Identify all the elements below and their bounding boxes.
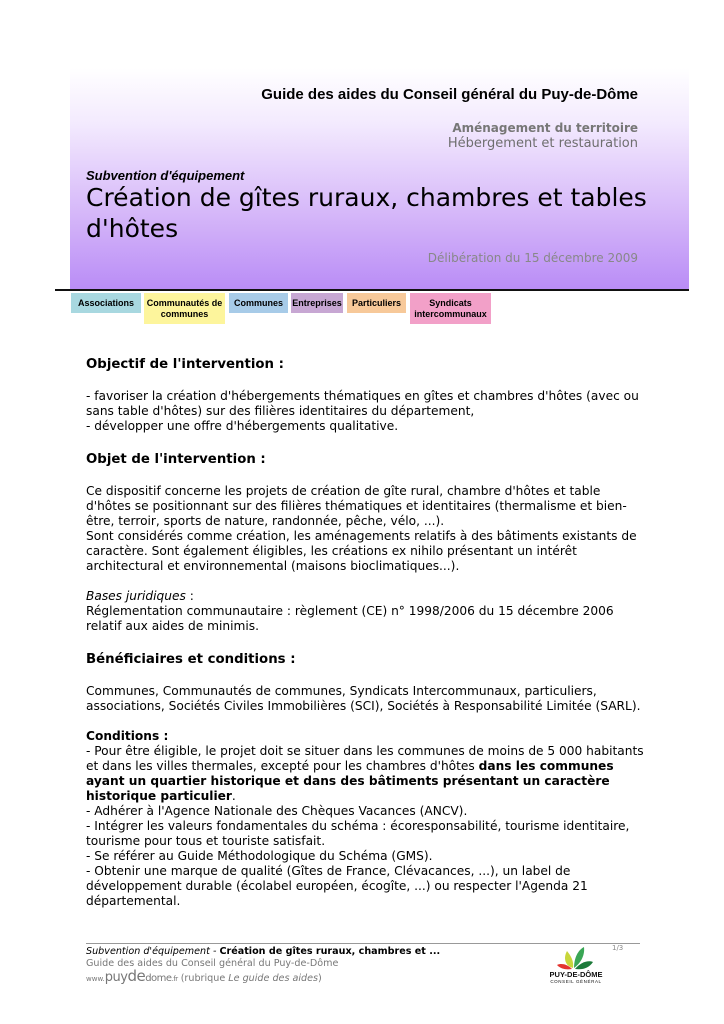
objet-paragraph-2: Sont considérés comme création, les aménagements relatifs à des bâtiments existants de caractère. Sont également éligibles, les créations ex nihilo présentant un intérêt architectural et environnemental (maisons bioclimatiques...). — [86, 529, 637, 573]
tag-communautes-de-communes: Communautés de communes — [144, 293, 225, 324]
tag-entreprises: Entreprises — [291, 293, 343, 313]
tag-particuliers: Particuliers — [347, 293, 406, 313]
tag-associations: Associations — [71, 293, 141, 313]
objet-paragraph-1: Ce dispositif concerne les projets de création de gîte rural, chambre d'hôtes et table d'hôtes se positionnant sur des filières thématiques et identitaires (thermalisme et bien-être, terroir, sports de nature, randonnée, pêche, vélo, ...). — [86, 484, 627, 528]
footer — [86, 946, 440, 985]
tag-communes: Communes — [229, 293, 288, 313]
condition-4: - Se référer au Guide Méthodologique du Schéma (GMS). — [86, 849, 433, 863]
bases-suffix: : — [185, 589, 194, 603]
subvention-type: Subvention d'équipement — [86, 168, 245, 183]
condition-2: - Adhérer à l'Agence Nationale des Chèques Vacances (ANCV). — [86, 804, 468, 818]
deliberation-date: Délibération du 15 décembre 2009 — [427, 251, 638, 265]
footer-website-line: www.puydedome.fr (rubrique Le guide des aides) — [86, 967, 322, 985]
header-divider — [55, 289, 689, 291]
bases-text: Réglementation communautaire : règlement (CE) n° 1998/2006 du 15 décembre 2006 relatif aux aides de minimis. — [86, 604, 614, 633]
condition-3: - Intégrer les valeurs fondamentales du schéma : écoresponsabilité, tourisme identitaire, tourisme pour tous et touriste satisfait. — [86, 819, 630, 848]
condition-5: - Obtenir une marque de qualité (Gîtes de France, Clévacances, ...), un label de développement durable (écolabel européen, écogîte, ...) ou respecter l'Agenda 21 départemental. — [86, 864, 588, 908]
objectif-line-1: - favoriser la création d'hébergements thématiques en gîtes et chambres d'hôtes (avec ou sans table d'hôtes) sur des filières identitaires du département, — [86, 389, 639, 418]
bases-juridiques — [86, 589, 646, 604]
logo-name: PUY-DE-DÔME — [549, 970, 603, 979]
footer-title-line: Subvention d'équipement - Création de gîtes ruraux, chambres et ... — [86, 946, 441, 957]
page-title: Création de gîtes ruraux, chambres et tables d'hôtes — [86, 183, 647, 243]
bases-label: Bases juridiques — [86, 589, 186, 603]
guide-title: Guide des aides du Conseil général du Puy-de-Dôme — [261, 86, 638, 103]
subsection-label: Hébergement et restauration — [447, 136, 638, 151]
page-number: 1/3 — [612, 944, 624, 952]
condition-1: - Pour être éligible, le projet doit se situer dans les communes de moins de 5 000 habitants et dans les villes thermales, excepté pour les chambres d'hôtes dans les communes ayant un quartier historique et dans des bâtiments présentant un caractère historique particulier. — [86, 744, 644, 803]
conditions-label: Conditions : — [86, 729, 169, 743]
objectif-line-2: - développer une offre d'hébergements qualitative. — [86, 419, 399, 433]
beneficiaires-list: Communes, Communautés de communes, Syndicats Intercommunaux, particuliers, associations, Sociétés Civiles Immobilières (SCI), Sociétés à Responsabilité Limitée (SARL). — [86, 684, 641, 713]
objet-heading: Objet de l'intervention : — [86, 452, 266, 467]
main-content — [86, 356, 646, 909]
website-link[interactable]: puydedome.fr — [104, 967, 178, 985]
footer-guide-line: Guide des aides du Conseil général du Puy-de-Dôme — [86, 958, 339, 969]
beneficiaires-heading: Bénéficiaires et conditions : — [86, 652, 296, 667]
section-label: Aménagement du territoire — [452, 121, 638, 135]
logo-subtitle: CONSEIL GÉNÉRAL — [550, 979, 602, 984]
objectif-heading: Objectif de l'intervention : — [86, 357, 284, 372]
tag-syndicats-intercommunaux: Syndicats intercommunaux — [410, 293, 491, 324]
